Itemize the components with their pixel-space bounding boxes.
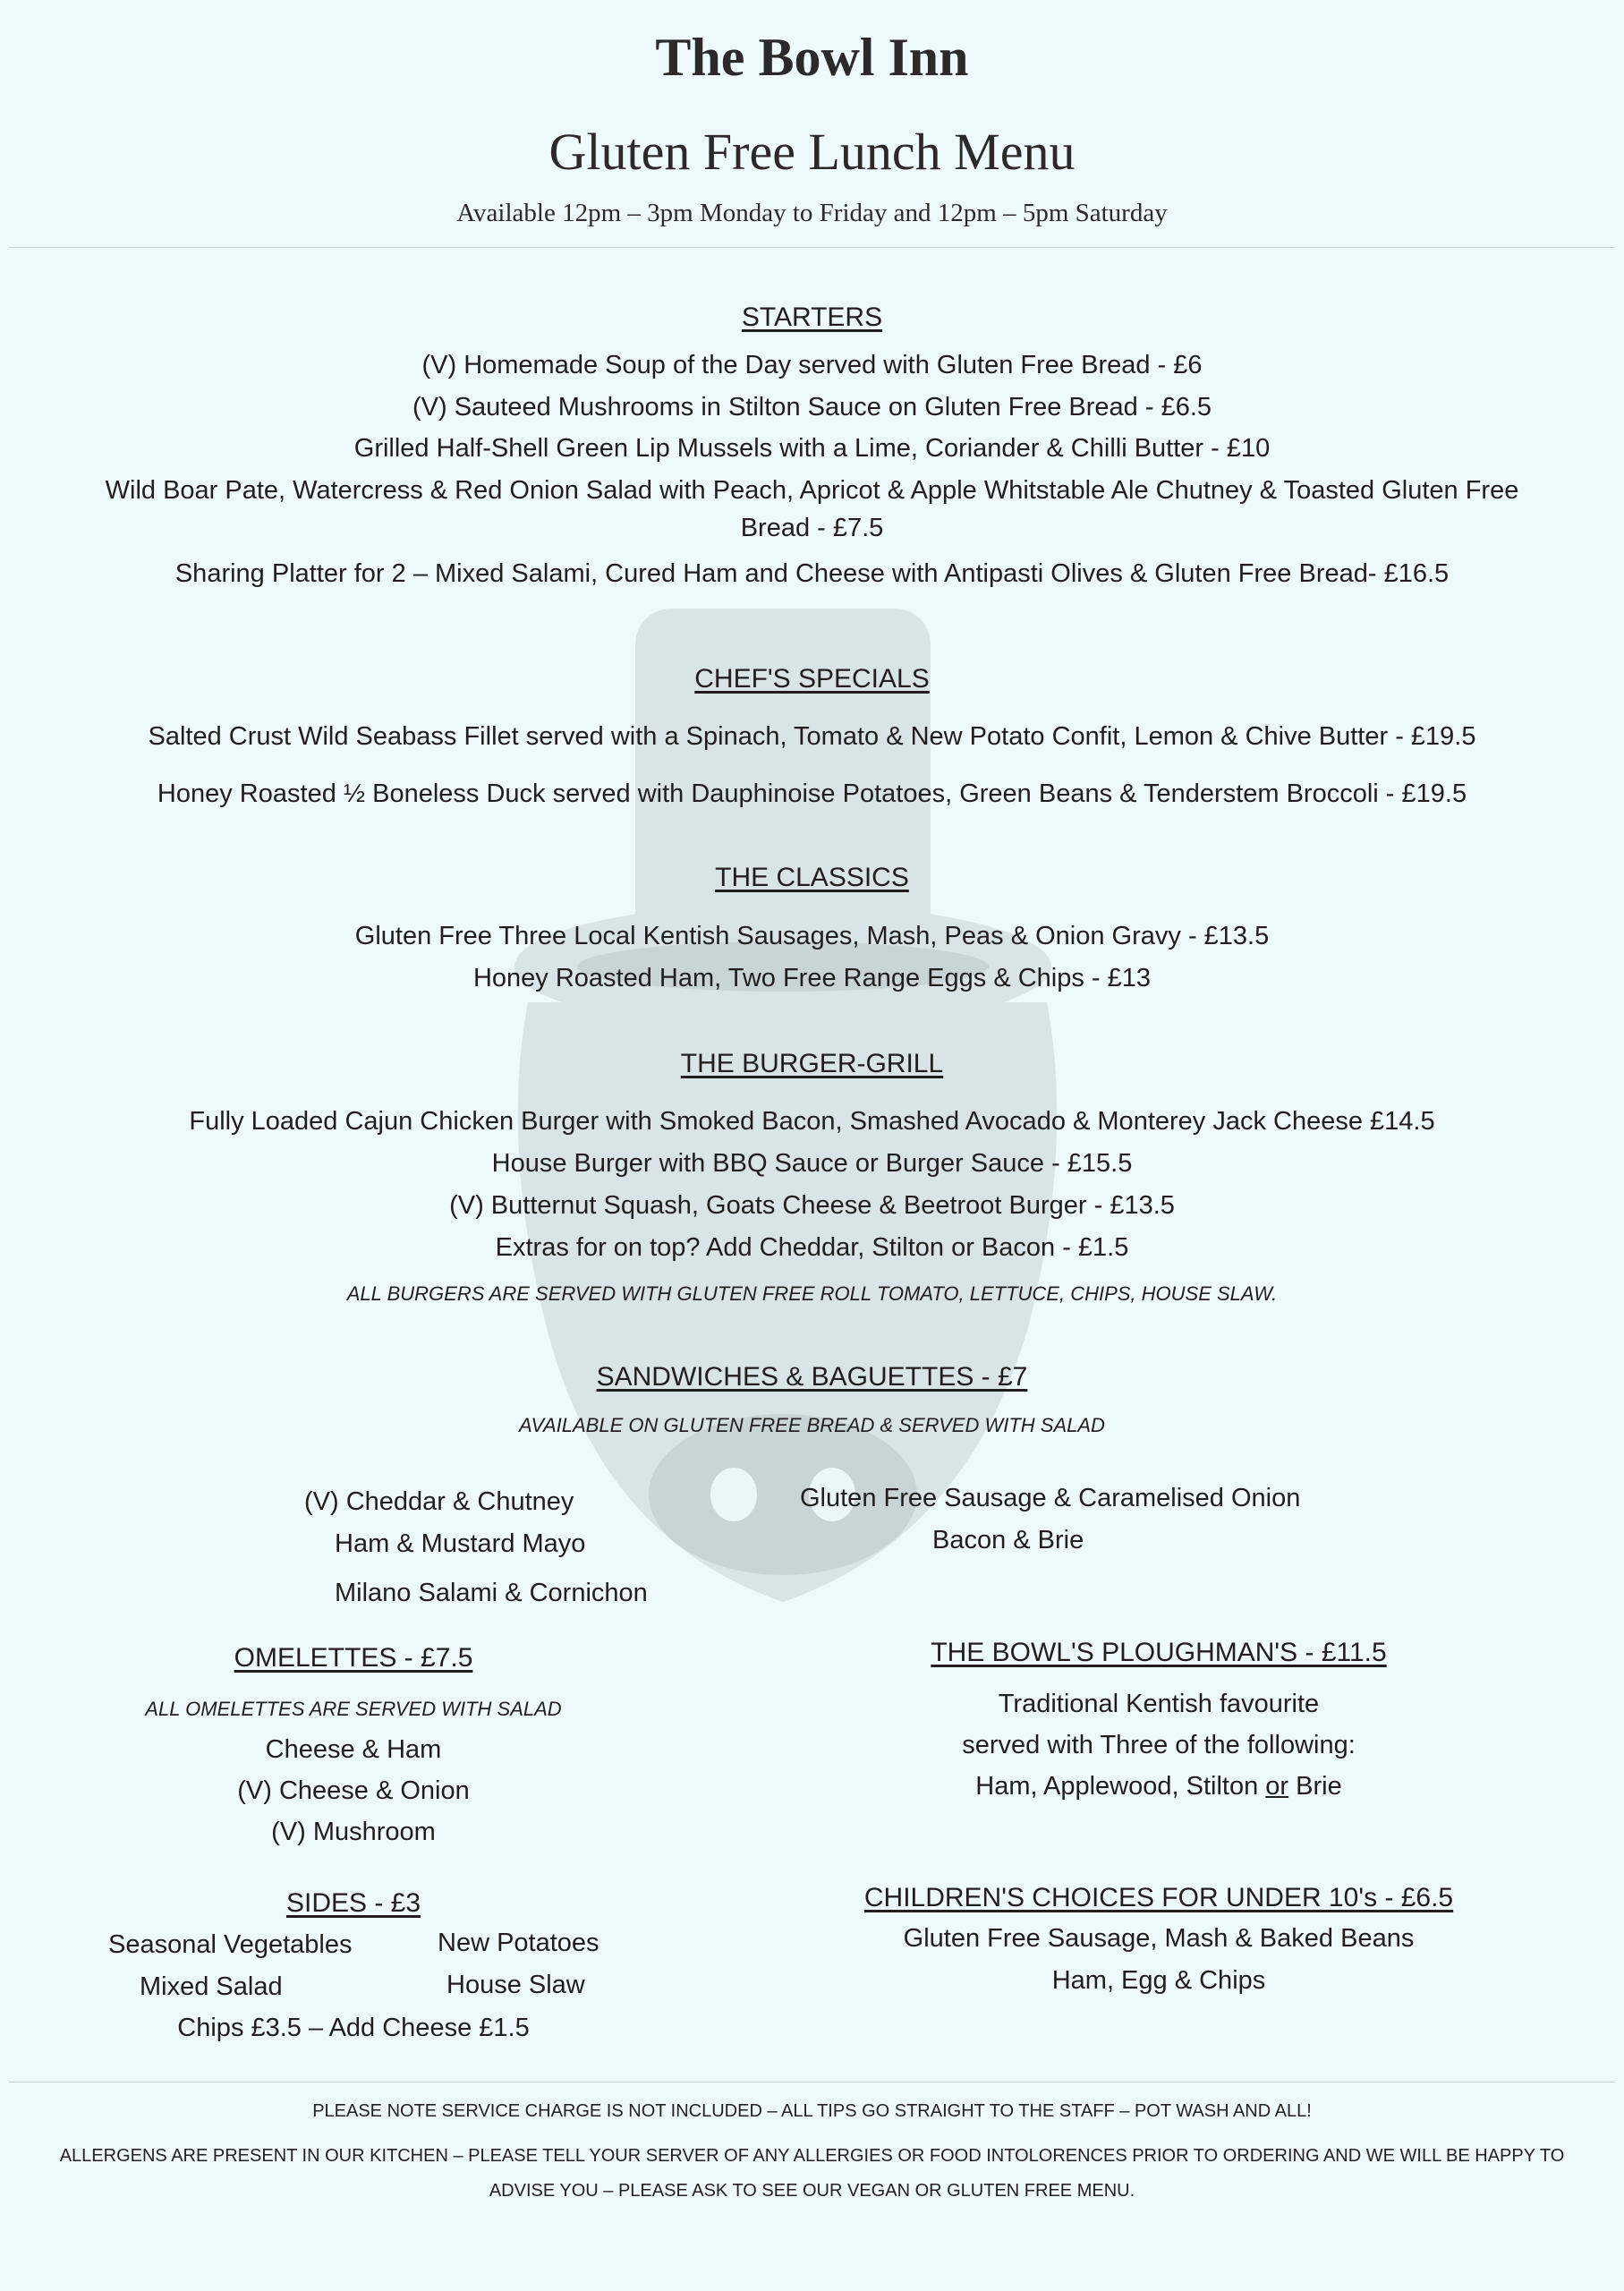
allergens-note: ALLERGENS ARE PRESENT IN OUR KITCHEN – PLEASE TELL YOUR SERVER OF ANY ALLERGIES OR FOOD INTOLORENCES PRIOR TO ORDERING AND WE WILL BE HAPPY TO [59, 2146, 1565, 2166]
top-divider [9, 247, 1615, 248]
ploughmans-line: served with Three of the following: [962, 1731, 1356, 1759]
sandwiches-note: AVAILABLE ON GLUTEN FREE BREAD & SERVED WITH SALAD [519, 1414, 1105, 1436]
ploughmans-heading: THE BOWL'S PLOUGHMAN'S - £11.5 [931, 1638, 1387, 1667]
starter-item: (V) Homemade Soup of the Day served with Gluten Free Bread - £6 [421, 351, 1203, 379]
sandwich-item: Milano Salami & Cornichon [335, 1579, 648, 1607]
burger-item: Fully Loaded Cajun Chicken Burger with Smoked Bacon, Smashed Avocado & Monterey Jack Cheese £14.5 [189, 1107, 1435, 1136]
childrens-item: Gluten Free Sausage, Mash & Baked Beans [903, 1924, 1415, 1953]
burger-item: (V) Butternut Squash, Goats Cheese & Beetroot Burger - £13.5 [449, 1191, 1175, 1220]
childrens-item: Ham, Egg & Chips [1051, 1966, 1266, 1995]
side-item: Seasonal Vegetables [108, 1930, 353, 1959]
special-item: Salted Crust Wild Seabass Fillet served with a Spinach, Tomato & New Potato Confit, Lemon & Chive Butter - £19.5 [148, 722, 1476, 751]
service-charge-note: PLEASE NOTE SERVICE CHARGE IS NOT INCLUDED – ALL TIPS GO STRAIGHT TO THE STAFF – POT WASH AND ALL! [312, 2101, 1312, 2121]
omelettes-note: ALL OMELETTES ARE SERVED WITH SALAD [145, 1698, 562, 1720]
side-chips: Chips £3.5 – Add Cheese £1.5 [177, 2014, 530, 2042]
starter-item: (V) Sauteed Mushrooms in Stilton Sauce on Gluten Free Bread - £6.5 [412, 393, 1212, 422]
ploughmans-line: Traditional Kentish favourite [998, 1690, 1320, 1718]
allergens-note-continued: ADVISE YOU – PLEASE ASK TO SEE OUR VEGAN OR GLUTEN FREE MENU. [489, 2181, 1135, 2201]
ploughmans-options-text: Brie [1288, 1772, 1342, 1801]
starters-heading: STARTERS [741, 302, 883, 332]
classic-item: Gluten Free Three Local Kentish Sausages, Mash, Peas & Onion Gravy - £13.5 [354, 922, 1270, 950]
ploughmans-options [895, 1772, 1423, 1801]
sides-heading: SIDES - £3 [285, 1888, 421, 1918]
classic-item: Honey Roasted Ham, Two Free Range Eggs & Chips - £13 [472, 964, 1152, 992]
sandwich-item: Ham & Mustard Mayo [335, 1529, 586, 1558]
omelette-item: (V) Mushroom [271, 1818, 436, 1846]
classics-heading: THE CLASSICS [715, 863, 909, 892]
omelettes-heading: OMELETTES - £7.5 [234, 1643, 473, 1673]
starter-item-continued: Bread - £7.5 [740, 514, 884, 542]
sandwich-item: (V) Cheddar & Chutney [304, 1487, 574, 1516]
burger-item: Extras for on top? Add Cheddar, Stilton or Bacon - £1.5 [495, 1233, 1129, 1262]
menu-title: Gluten Free Lunch Menu [548, 123, 1076, 181]
side-item: Mixed Salad [140, 1972, 283, 2001]
pub-name: The Bowl Inn [655, 28, 969, 87]
sandwich-item: Bacon & Brie [932, 1526, 1084, 1554]
side-item: New Potatoes [438, 1929, 599, 1957]
burger-item: House Burger with BBQ Sauce or Burger Sauce - £15.5 [491, 1149, 1133, 1178]
starter-item: Grilled Half-Shell Green Lip Mussels with a Lime, Coriander & Chilli Butter - £10 [353, 434, 1271, 463]
sandwiches-heading: SANDWICHES & BAGUETTES - £7 [596, 1362, 1028, 1392]
ploughmans-or: or [1265, 1772, 1289, 1801]
omelette-item: (V) Cheese & Onion [237, 1776, 470, 1805]
childrens-heading: CHILDREN'S CHOICES FOR UNDER 10's - £6.5 [863, 1883, 1454, 1912]
burger-grill-heading: THE BURGER-GRILL [680, 1049, 944, 1078]
chefs-specials-heading: CHEF'S SPECIALS [694, 664, 930, 694]
availability-text: Available 12pm – 3pm Monday to Friday and 12pm – 5pm Saturday [456, 199, 1168, 227]
omelette-item: Cheese & Ham [265, 1735, 442, 1764]
ploughmans-options-text: Ham, Applewood, Stilton [975, 1772, 1266, 1801]
side-item: House Slaw [446, 1971, 585, 1999]
sandwich-item: Gluten Free Sausage & Caramelised Onion [800, 1484, 1301, 1512]
special-item: Honey Roasted ½ Boneless Duck served with Dauphinoise Potatoes, Green Beans & Tenderstem Broccoli - £19.5 [157, 779, 1467, 808]
burger-note: ALL BURGERS ARE SERVED WITH GLUTEN FREE ROLL TOMATO, LETTUCE, CHIPS, HOUSE SLAW. [346, 1282, 1278, 1305]
starter-item: Wild Boar Pate, Watercress & Red Onion Salad with Peach, Apricot & Apple Whitstable Ale Chutney & Toasted Gluten Free [105, 476, 1519, 505]
starter-item: Sharing Platter for 2 – Mixed Salami, Cured Ham and Cheese with Antipasti Olives & Gluten Free Bread- £16.5 [174, 559, 1450, 588]
